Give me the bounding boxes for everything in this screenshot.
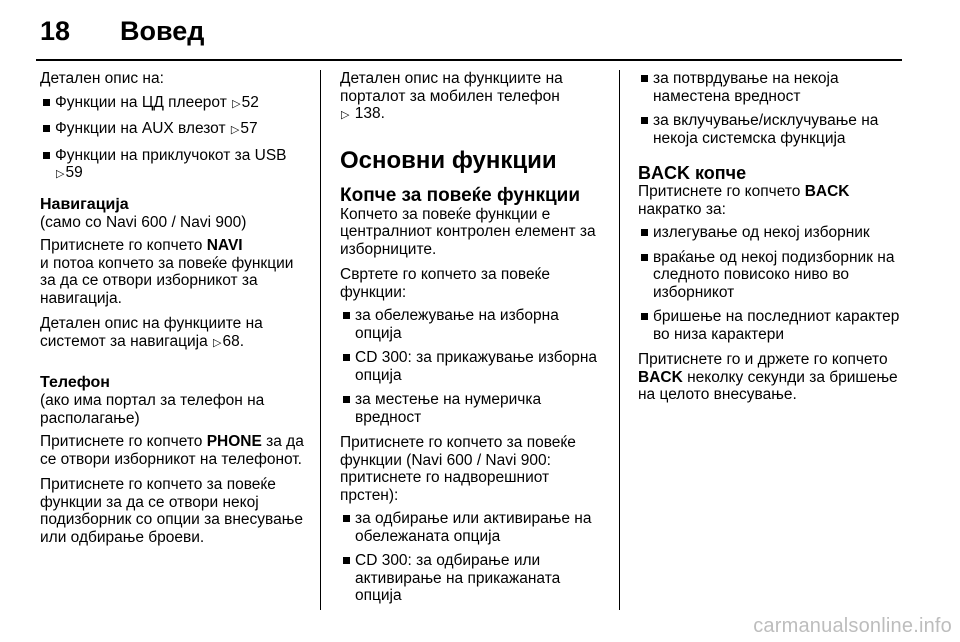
list-item: за обележување на изборна опција bbox=[340, 307, 606, 342]
list-item: CD 300: за одбирање или активирање на прикажаната опција bbox=[340, 552, 606, 605]
page-ref[interactable]: 57 bbox=[240, 120, 258, 137]
turn-knob-text: Свртете го копчето за повеќе функции: bbox=[340, 266, 550, 301]
list-item: Функции на приклучокот за USB ▷59 bbox=[40, 147, 308, 184]
page-ref[interactable]: 52 bbox=[241, 93, 259, 111]
column-divider bbox=[320, 70, 321, 610]
triangle-right-icon: ▷ bbox=[232, 97, 241, 110]
page-ref[interactable]: 59 bbox=[65, 164, 83, 181]
column-divider bbox=[619, 70, 620, 610]
subsection-title-multifunction-knob: Копче за повеќе функции bbox=[340, 184, 580, 206]
list-item: CD 300: за прикажување изборна опција bbox=[340, 349, 606, 384]
back-press-list bbox=[638, 224, 908, 343]
list-item: за одбирање или активирање на обележаната опција bbox=[340, 510, 606, 545]
back-hold-text: Притиснете го и држете го копчето BACK неколку секунди за бришење на целото внесување. bbox=[638, 351, 898, 403]
list-item: за вклучување/исклучување на некоја системска функција bbox=[638, 112, 908, 147]
list-item: за местење на нумеричка вредност bbox=[340, 391, 606, 426]
header-rule bbox=[36, 59, 902, 61]
subsection-title-back-button: BACK копче bbox=[638, 163, 747, 183]
list-item: бришење на последниот карактер во низа карактери bbox=[638, 308, 908, 343]
chapter-title: Вовед bbox=[120, 16, 205, 46]
back-key: BACK bbox=[638, 368, 683, 386]
list-item: Функции на ЦД плеерот ▷52 bbox=[40, 94, 308, 114]
page-number: 18 bbox=[40, 16, 71, 46]
column-2 bbox=[340, 70, 606, 613]
portal-paragraph: Детален опис на функциите на порталот за мобилен телефон ▷ 138. bbox=[340, 70, 606, 125]
navi-key: NAVI bbox=[206, 237, 243, 254]
press-knob-text: Притиснете го копчето за повеќе функции (Navi 600 / Navi 900: притиснете го надворешниот прстен): bbox=[340, 434, 576, 504]
section-title-basic-functions: Основни функции bbox=[340, 146, 557, 174]
column-3 bbox=[638, 70, 908, 412]
triangle-right-icon: ▷ bbox=[213, 336, 222, 349]
navigation-subtitle: (само со Navi 600 / Navi 900) bbox=[40, 213, 247, 231]
intro-text: Детален опис на: bbox=[40, 70, 164, 87]
phone-key: PHONE bbox=[206, 433, 262, 450]
navigation-detail: Детален опис на функциите на системот за навигација ▷68. bbox=[40, 315, 308, 352]
page-ref[interactable]: 68. bbox=[222, 332, 245, 350]
knob-description: Копчето за повеќе функции е централниот контролен елемент за изборниците. bbox=[340, 205, 596, 258]
page-ref[interactable]: 138. bbox=[354, 105, 385, 122]
list-item: враќање од некој подизборник на следното повисоко ниво во изборникот bbox=[638, 249, 908, 302]
back-press-text: Притиснете го копчето BACK накратко за: bbox=[638, 183, 850, 218]
phone-paragraph: Притиснете го копчето PHONE за да се отвори изборникот на телефонот. bbox=[40, 433, 304, 468]
list-item: излегување од некој изборник bbox=[638, 224, 908, 242]
turn-knob-list bbox=[340, 307, 606, 426]
triangle-right-icon: ▷ bbox=[56, 168, 65, 180]
triangle-right-icon: ▷ bbox=[341, 109, 350, 121]
phone-subtitle: (ако има портал за телефон на располагање) bbox=[40, 392, 265, 427]
section-heading-phone: Телефон bbox=[40, 374, 110, 391]
section-heading-navigation: Навигација bbox=[40, 195, 129, 213]
back-key: BACK bbox=[804, 183, 850, 200]
list-item: за потврдување на некоја наместена вредност bbox=[638, 70, 908, 105]
watermark: carmanualsonline.info bbox=[753, 615, 952, 637]
press-knob-list bbox=[340, 510, 606, 605]
list-item: Функции на AUX влезот ▷57 bbox=[40, 120, 308, 140]
navigation-paragraph: Притиснете го копчето NAVI и потоа копчето за повеќе функции за да се отвори изборникот за навигација. bbox=[40, 237, 294, 307]
phone-paragraph-2: Притиснете го копчето за повеќе функции за да се отвори некој подизборник со опции за внесување или одбирање броеви. bbox=[40, 476, 303, 546]
triangle-right-icon: ▷ bbox=[230, 124, 240, 136]
page-header bbox=[40, 16, 920, 52]
press-knob-list-cont bbox=[638, 70, 908, 147]
column-1 bbox=[40, 70, 308, 554]
detail-list bbox=[40, 94, 308, 184]
